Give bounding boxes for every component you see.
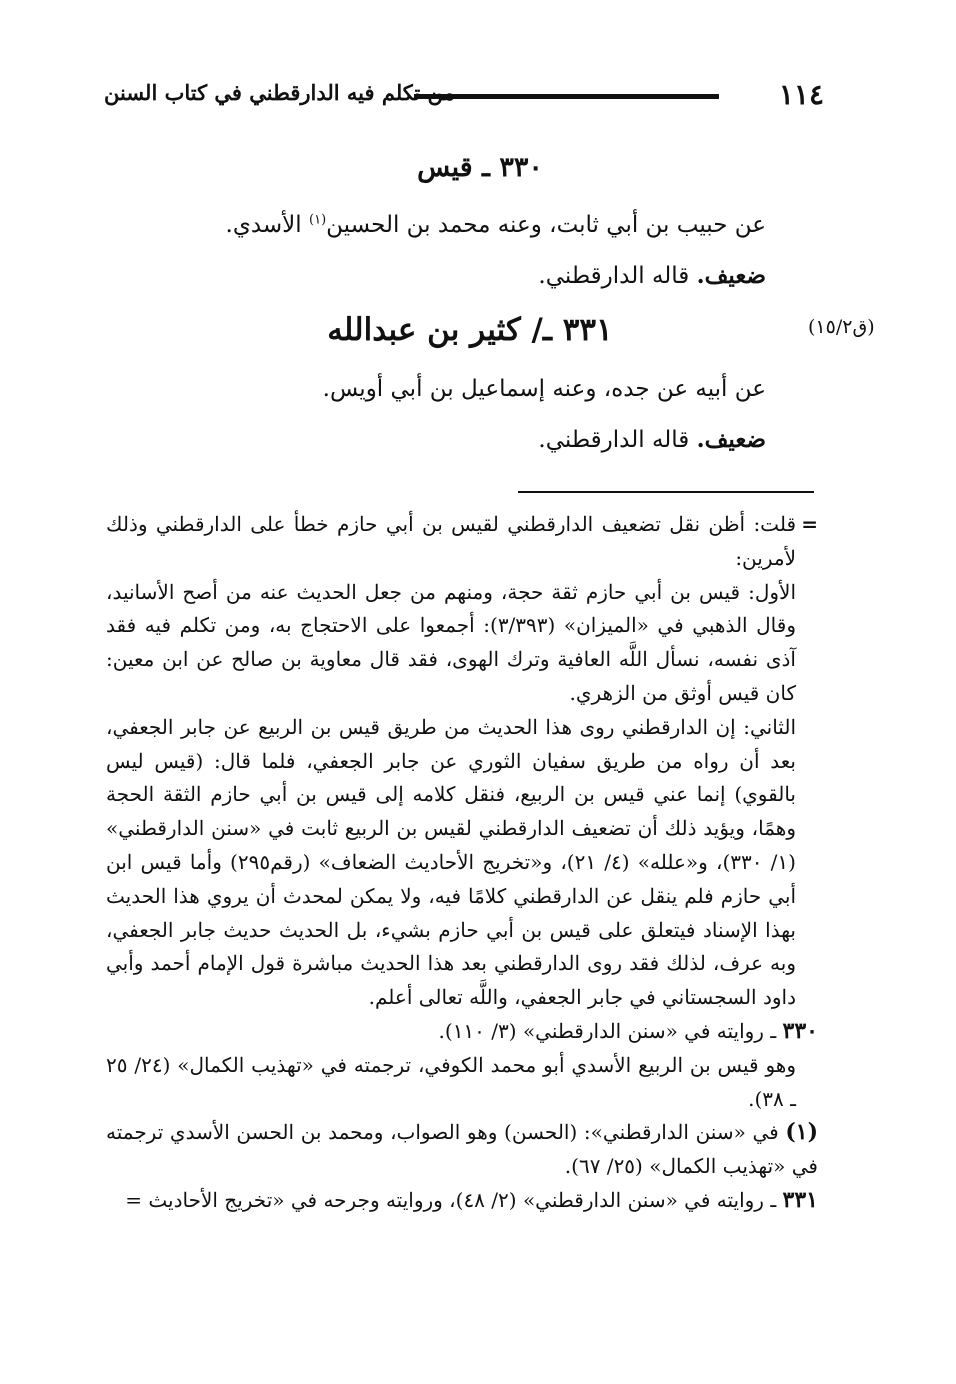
entry-heading-331: ٣٣١ ـ/ كثير بن عبدالله xyxy=(327,312,613,348)
running-title: من تكلم فيه الدارقطني في كتاب السنن xyxy=(104,80,455,105)
entry-330-verdict: ضعيف. xyxy=(696,262,766,289)
manuscript-folio-ref: (ق١٥/٢) xyxy=(808,316,875,338)
continuation-intro: قلت: أظن نقل تضعيف الدارقطني لقيس بن أبي حازم خطأ على الدارقطني وذلك لأمرين: xyxy=(106,512,796,570)
header-rule xyxy=(414,94,719,99)
note-330 xyxy=(106,1015,818,1049)
note-1-text: في «سنن الدارقطني»: (الحسن) وهو الصواب، ومحمد بن الحسن الأسدي ترجمته في «تهذيب الكمال» (٢٥/ ٦٧). xyxy=(106,1120,818,1179)
entry-331-attribution: قاله الدارقطني. xyxy=(538,427,697,453)
entry-heading-330: ٣٣٠ ـ قيس xyxy=(417,152,543,183)
entry-331-verdict: ضعيف. xyxy=(696,426,766,453)
entry-330-narration-text: عن حبيب بن أبي ثابت، وعنه محمد بن الحسين xyxy=(326,212,766,238)
footnotes xyxy=(106,508,818,1218)
note-331 xyxy=(106,1184,818,1218)
note-331-ref: ٣٣١ xyxy=(782,1186,818,1213)
page-header xyxy=(104,78,824,118)
entry-330-grading xyxy=(538,262,766,289)
note-330-text: ـ روايته في «سنن الدارقطني» (٣/ ١١٠). xyxy=(438,1018,783,1043)
page-number: ١١٤ xyxy=(778,78,824,111)
second-reason: الثاني: إن الدارقطني روى هذا الحديث من طريق قيس بن الربيع عن جابر الجعفي، بعد أن رواه من طريق سفيان الثوري عن جابر الجعفي، فلما قال: (قيس ليس بالقوي) إنما عني قيس بن الربيع، فنقل كلامه إلى قيس بن أبي حازم الثقة الحجة وهمًا، ويؤيد ذلك أن تضعيف الدارقطني لقيس بن الربيع ثابت في «سنن الدارقطني» (١/ ٣٣٠)، و«علله» (٤/ ٢١)، و«تخريج الأحاديث الضعاف» (رقم٢٩٥) وأما قيس ابن أبي حازم فلم ينقل عن الدارقطني كلامًا فيه، ولا يمكن لمحدث أن يروي هذا الحديث بهذا الإسناد فيتعلق على قيس بن أبي حازم بشيء، بل الحديث حديث جابر الجعفي، وبه عرف، لذلك فقد روى الدارقطني بعد هذا الحديث مباشرة قول الإمام أحمد وأبي داود السجستاني في جابر الجعفي، واللَّه تعالى أعلم. xyxy=(106,714,796,1010)
footnote-separator xyxy=(518,491,814,493)
footnote-continuation xyxy=(106,508,818,576)
entry-331-narration: عن أبيه عن جده، وعنه إسماعيل بن أبي أويس. xyxy=(322,376,766,402)
entry-330-narration-end: الأسدي. xyxy=(225,212,309,238)
note-330-ref: ٣٣٠ xyxy=(782,1017,818,1044)
continuation-mark: = xyxy=(801,512,818,536)
note-1 xyxy=(106,1116,818,1184)
entry-331-grading xyxy=(538,426,766,453)
first-reason: الأول: قيس بن أبي حازم ثقة حجة، ومنهم من جعل الحديث عنه من أصح الأسانيد، وقال الذهبي في «الميزان» (٣/٣٩٣): أجمعوا على الاحتجاج به، ومن تكلم فيه فقد آذى نفسه، نسأل اللَّه العافية وترك الهوى، فقد قال معاوية بن صالح عن ابن معين: كان قيس أوثق من الزهري. xyxy=(106,579,796,705)
note-1-ref: (١) xyxy=(785,1119,818,1146)
entry-330-attribution: قاله الدارقطني. xyxy=(538,263,697,289)
footnote-marker-1[interactable]: (١) xyxy=(309,212,327,228)
entry-330-narration xyxy=(226,212,766,238)
note-331-text: ـ روايته في «سنن الدارقطني» (٢/ ٤٨)، وروايته وجرحه في «تخريج الأحاديث = xyxy=(125,1187,783,1212)
note-330-continuation: وهو قيس بن الربيع الأسدي أبو محمد الكوفي، ترجمته في «تهذيب الكمال» (٢٤/ ٢٥ ـ ٣٨). xyxy=(106,1052,796,1111)
